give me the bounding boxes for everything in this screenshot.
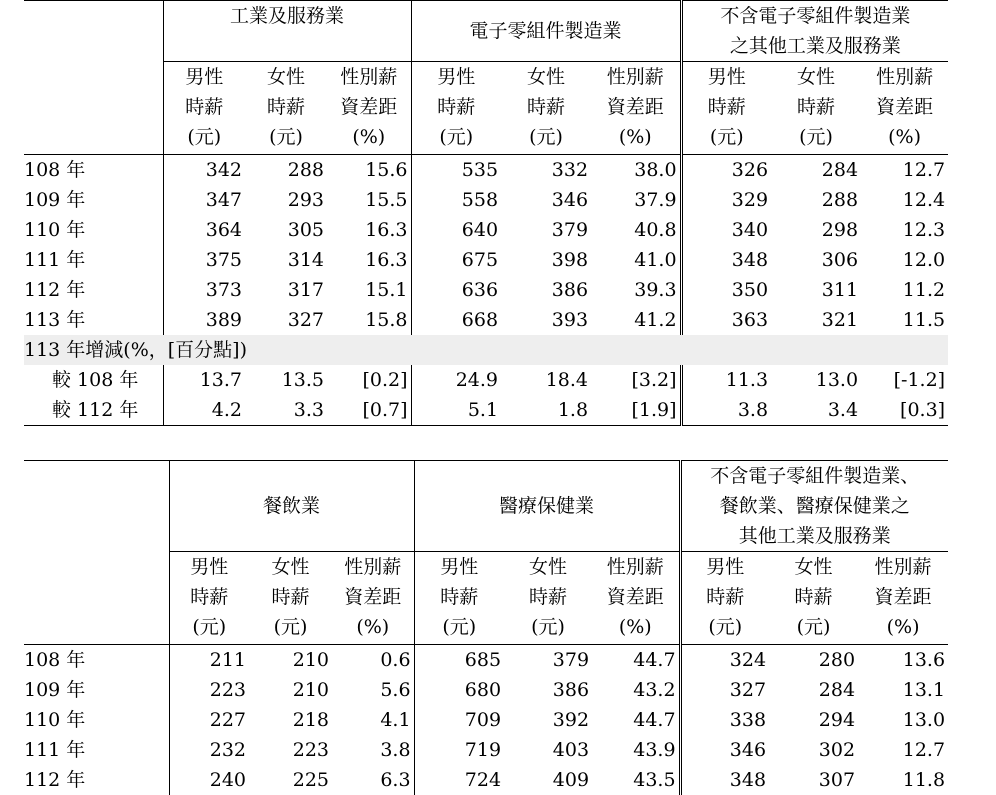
row-label: 111 年 [24,245,163,275]
table-cell: 685 [414,645,504,676]
table-cell: 288 [771,185,861,215]
table-row [24,705,948,735]
table-cell: 218 [249,705,332,735]
table-cell: 13.6 [858,645,948,676]
table-cell: 40.8 [591,215,681,245]
table-row [24,675,948,705]
table-cell: 3.4 [771,395,861,426]
table-cell: 375 [163,245,245,275]
group-header-row [24,1,948,62]
table-cell: 709 [414,705,504,735]
table-cell: 11.2 [861,275,948,305]
table-cell: 668 [411,305,501,335]
table-cell: 11.8 [858,765,948,795]
table-cell: 294 [769,705,858,735]
column-header: 性別薪 資差距 (%) [861,62,948,155]
table-cell: 346 [680,735,769,765]
table-cell: 240 [169,765,249,795]
table-cell: 284 [771,155,861,186]
table-cell: 210 [249,645,332,676]
table-cell: 16.3 [327,215,411,245]
table-cell: 15.8 [327,305,411,335]
table-cell: 5.1 [411,395,501,426]
wage-gap-table-1 [24,0,948,426]
row-label: 111 年 [24,735,169,765]
row-label: 112 年 [24,275,163,305]
table-cell: 288 [245,155,327,186]
table-cell: [0.3] [861,395,948,426]
column-header: 女性 時薪 (元) [504,552,592,645]
row-label: 較 112 年 [24,395,163,426]
table-cell: 332 [501,155,591,186]
table-cell: 11.5 [861,305,948,335]
row-label: 108 年 [24,155,163,186]
table-cell: 13.5 [245,365,327,395]
table-cell: 38.0 [591,155,681,186]
table-cell: 363 [681,305,771,335]
table-cell: [1.9] [591,395,681,426]
table-cell: 393 [501,305,591,335]
table-cell: 4.1 [332,705,414,735]
table-cell: 329 [681,185,771,215]
table-cell: 43.5 [592,765,680,795]
table-cell: [3.2] [591,365,681,395]
corner-cell [24,461,169,645]
table-cell: 326 [681,155,771,186]
column-header: 女性 時薪 (元) [501,62,591,155]
column-header-row [24,62,948,155]
table-cell: 364 [163,215,245,245]
column-header: 男性 時薪 (元) [163,62,245,155]
row-label: 109 年 [24,185,163,215]
table-cell: 305 [245,215,327,245]
table-cell: 210 [249,675,332,705]
table-cell: 12.7 [858,735,948,765]
table-row [24,155,948,186]
table-cell: 13.0 [771,365,861,395]
table-cell: 348 [681,245,771,275]
table-cell: 724 [414,765,504,795]
wage-gap-table-2 [24,460,948,795]
table-row [24,305,948,335]
table-cell: 317 [245,275,327,305]
table-cell: 13.1 [858,675,948,705]
table-cell: 15.1 [327,275,411,305]
table-cell: 227 [169,705,249,735]
group-header: 電子零組件製造業 [411,1,681,62]
table-cell: 5.6 [332,675,414,705]
table-cell: 16.3 [327,245,411,275]
column-header: 女性 時薪 (元) [769,552,858,645]
group-header: 工業及服務業 [163,1,411,62]
table-cell: 37.9 [591,185,681,215]
row-label: 108 年 [24,645,169,676]
column-header: 男性 時薪 (元) [681,62,771,155]
row-label: 113 年 [24,305,163,335]
column-header: 男性 時薪 (元) [414,552,504,645]
table-cell: 39.3 [591,275,681,305]
table-cell: 338 [680,705,769,735]
table-cell: 327 [680,675,769,705]
table-cell: [0.7] [327,395,411,426]
table-cell: 11.3 [681,365,771,395]
table-cell: 640 [411,215,501,245]
table-cell: 719 [414,735,504,765]
change-row [24,365,948,395]
group-header-row [24,461,948,552]
table-2-body [24,645,948,795]
row-label: 較 108 年 [24,365,163,395]
table-cell: 347 [163,185,245,215]
table-cell: 12.3 [861,215,948,245]
table-cell: 44.7 [592,645,680,676]
table-cell: 280 [769,645,858,676]
table-cell: 12.4 [861,185,948,215]
group-header: 不含電子零組件製造業、 餐飲業、醫療保健業之 其他工業及服務業 [680,461,948,552]
table-cell: 211 [169,645,249,676]
table-row [24,185,948,215]
table-cell: 346 [501,185,591,215]
table-cell: 24.9 [411,365,501,395]
table-cell: 342 [163,155,245,186]
group-header: 餐飲業 [169,461,414,552]
change-section-label: 113 年增減(%，[百分點]) [24,335,948,365]
table-cell: 324 [680,645,769,676]
column-header: 男性 時薪 (元) [411,62,501,155]
table-cell: 373 [163,275,245,305]
table-cell: 44.7 [592,705,680,735]
table-cell: 348 [680,765,769,795]
table-cell: 223 [249,735,332,765]
table-cell: 13.7 [163,365,245,395]
table-cell: 311 [771,275,861,305]
column-header: 女性 時薪 (元) [771,62,861,155]
column-header: 性別薪 資差距 (%) [592,552,680,645]
table-cell: 223 [169,675,249,705]
table-cell: 340 [681,215,771,245]
row-label: 109 年 [24,675,169,705]
table-cell: 302 [769,735,858,765]
table-cell: 43.2 [592,675,680,705]
table-row [24,275,948,305]
table-cell: 636 [411,275,501,305]
table-cell: 43.9 [592,735,680,765]
row-label: 110 年 [24,705,169,735]
table-cell: 1.8 [501,395,591,426]
table-cell: 0.6 [332,645,414,676]
table-row [24,645,948,676]
table-cell: 307 [769,765,858,795]
table-cell: 3.8 [332,735,414,765]
table-cell: 403 [504,735,592,765]
row-label: 112 年 [24,765,169,795]
table-cell: 12.7 [861,155,948,186]
column-header: 性別薪 資差距 (%) [858,552,948,645]
table-cell: 675 [411,245,501,275]
group-header: 醫療保健業 [414,461,680,552]
table-cell: 306 [771,245,861,275]
change-section-row [24,335,948,365]
table-cell: 18.4 [501,365,591,395]
column-header: 男性 時薪 (元) [680,552,769,645]
table-cell: 15.6 [327,155,411,186]
table-row [24,735,948,765]
table-cell: 379 [504,645,592,676]
table-row [24,245,948,275]
table-cell: 232 [169,735,249,765]
table-cell: 4.2 [163,395,245,426]
table-cell: 327 [245,305,327,335]
table-cell: 12.0 [861,245,948,275]
table-cell: 13.0 [858,705,948,735]
table-cell: 293 [245,185,327,215]
table-2-header [24,461,948,645]
table-row [24,765,948,795]
table-cell: 6.3 [332,765,414,795]
table-cell: 389 [163,305,245,335]
column-header: 性別薪 資差距 (%) [327,62,411,155]
table-cell: 398 [501,245,591,275]
table-cell: 41.2 [591,305,681,335]
row-label: 110 年 [24,215,163,245]
table-cell: 409 [504,765,592,795]
table-row [24,215,948,245]
table-cell: 321 [771,305,861,335]
table-cell: 41.0 [591,245,681,275]
table-cell: 379 [501,215,591,245]
table-cell: 680 [414,675,504,705]
table-1-body [24,155,948,426]
table-cell: 392 [504,705,592,735]
table-cell: 284 [769,675,858,705]
table-cell: 3.8 [681,395,771,426]
group-header: 不含電子零組件製造業 之其他工業及服務業 [681,1,948,62]
column-header: 男性 時薪 (元) [169,552,249,645]
corner-cell [24,1,163,155]
table-1-header [24,1,948,155]
table-cell: 535 [411,155,501,186]
table-cell: 558 [411,185,501,215]
column-header: 性別薪 資差距 (%) [591,62,681,155]
table-cell: 15.5 [327,185,411,215]
table-cell: 314 [245,245,327,275]
table-cell: 3.3 [245,395,327,426]
column-header: 女性 時薪 (元) [245,62,327,155]
table-cell: 386 [501,275,591,305]
table-cell: [0.2] [327,365,411,395]
table-cell: [-1.2] [861,365,948,395]
table-cell: 225 [249,765,332,795]
table-cell: 350 [681,275,771,305]
column-header: 性別薪 資差距 (%) [332,552,414,645]
table-cell: 386 [504,675,592,705]
table-cell: 298 [771,215,861,245]
change-row [24,395,948,426]
column-header: 女性 時薪 (元) [249,552,332,645]
